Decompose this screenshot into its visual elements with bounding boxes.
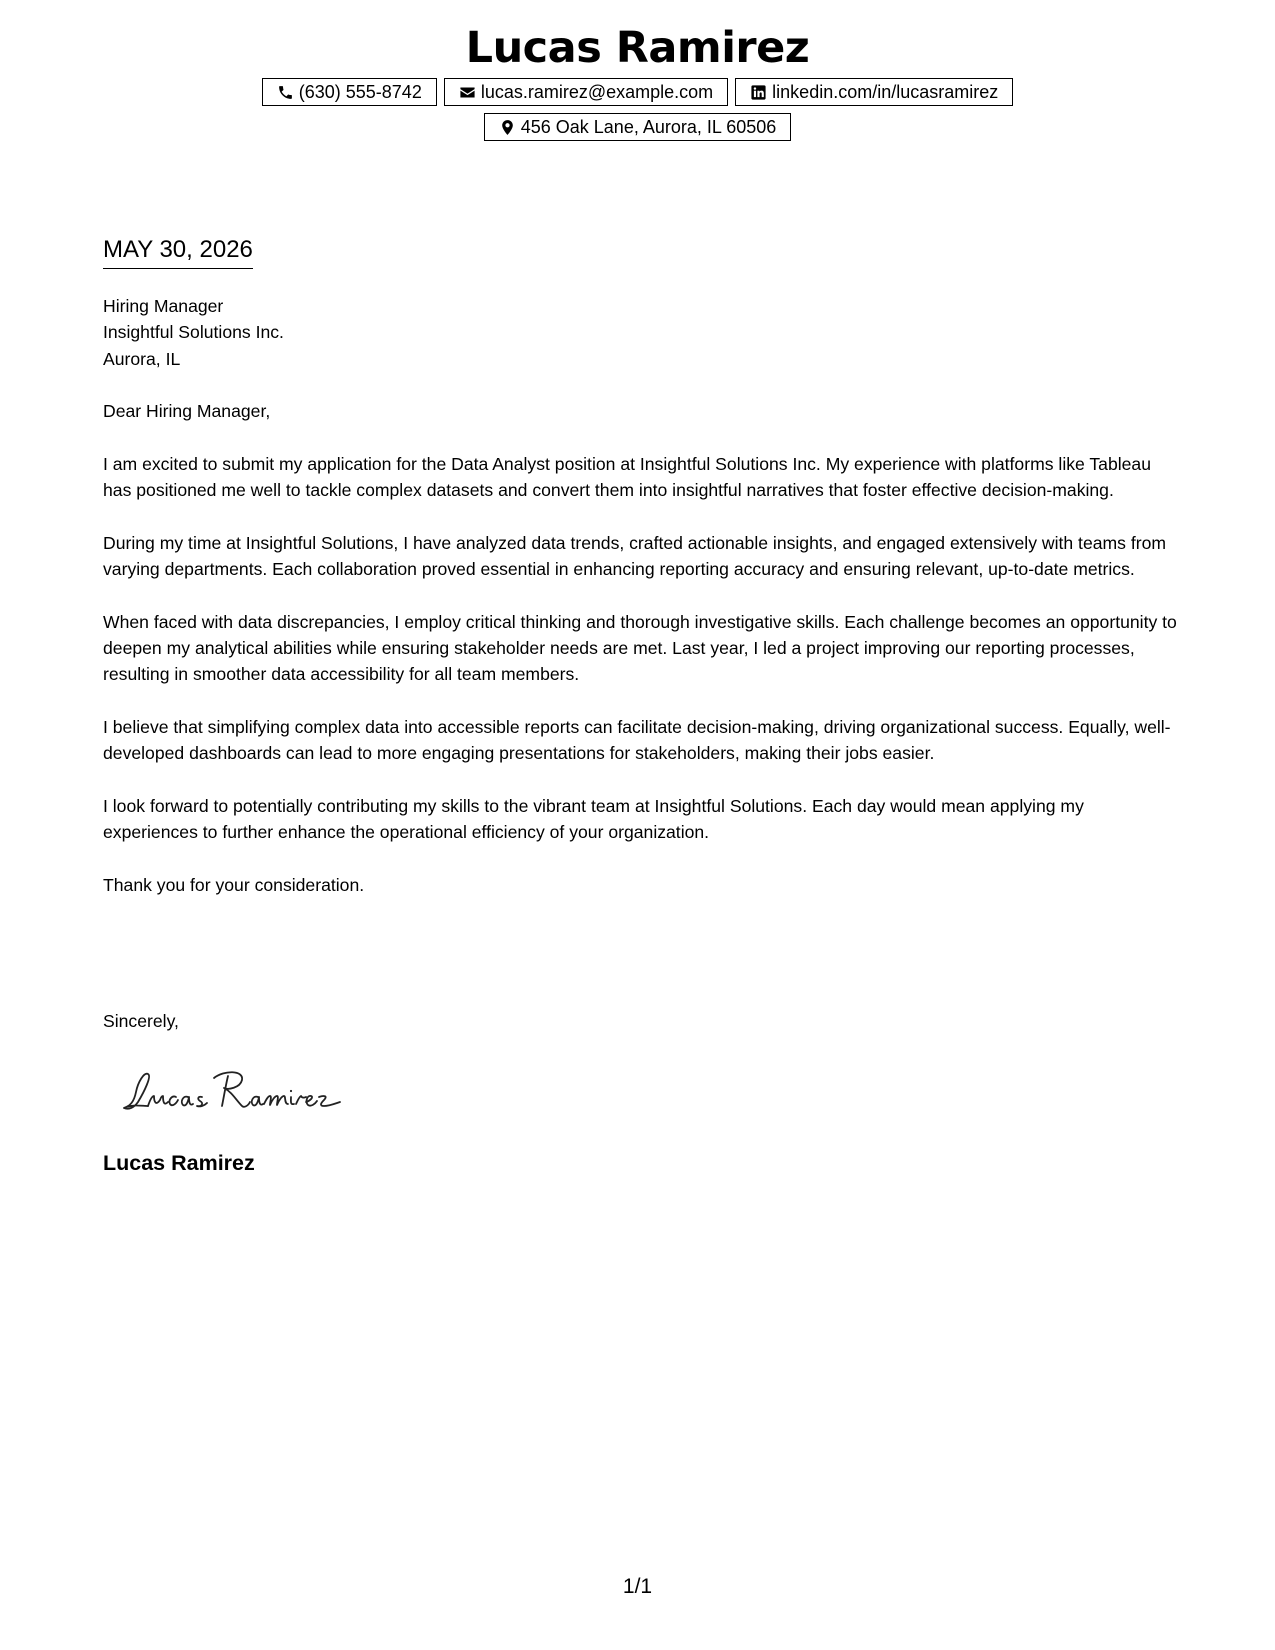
contact-linkedin — [735, 78, 1013, 106]
handwritten-signature — [118, 1062, 348, 1118]
letter-header — [0, 18, 1275, 141]
recipient-block — [103, 293, 1183, 372]
signer-name: Lucas Ramirez — [103, 1151, 255, 1175]
letter-date: MAY 30, 2026 — [103, 232, 253, 269]
linkedin-text: linkedin.com/in/lucasramirez — [772, 81, 999, 102]
page-number: 1/1 — [622, 1575, 653, 1598]
email-text: lucas.ramirez@example.com — [480, 81, 714, 102]
body-paragraph: When faced with data discrepancies, I employ critical thinking and thorough investigative skills. Each challenge becomes an opportunity to deepen my analytical abilities while ensuring stakeholder needs are met. Last year, I led a project improving our reporting processes, resulting in smoother data accessibility for all team members. — [103, 611, 1177, 685]
body-paragraph: During my time at Insightful Solutions, I have analyzed data trends, crafted actionable insights, and engaged extensively with teams from varying departments. Each collaboration proved essential in enhancing reporting accuracy and ensuring relevant, up-to-date metrics. — [103, 532, 1167, 579]
contact-row-primary — [0, 78, 1275, 106]
letter-body — [103, 293, 1183, 924]
phone-icon — [277, 84, 294, 101]
address-text: 456 Oak Lane, Aurora, IL 60506 — [520, 116, 777, 137]
map-marker-icon — [499, 119, 516, 136]
contact-row-secondary — [0, 113, 1275, 141]
thank-you-line: Thank you for your consideration. — [103, 874, 365, 895]
salutation: Dear Hiring Manager, — [103, 401, 271, 422]
applicant-name: Lucas Ramirez — [465, 23, 810, 73]
contact-address — [484, 113, 792, 141]
recipient-location: Aurora, IL — [103, 348, 181, 369]
recipient-company: Insightful Solutions Inc. — [103, 322, 284, 343]
contact-email — [444, 78, 728, 106]
envelope-icon — [459, 84, 476, 101]
linkedin-icon — [750, 84, 767, 101]
body-paragraph: I believe that simplifying complex data into accessible reports can facilitate decision-making, driving organizational success. Equally, well-developed dashboards can lead to more engaging presentations for stakeholders, making their jobs easier. — [103, 716, 1171, 764]
recipient-title: Hiring Manager — [103, 296, 224, 316]
body-paragraph: I am excited to submit my application for the Data Analyst position at Insightful Solutions Inc. My experience with platforms like Tableau has positioned me well to tackle complex datasets and convert them into insightful narratives that foster effective decision-making. — [103, 453, 1152, 501]
contact-phone — [262, 78, 437, 106]
body-paragraph: I look forward to potentially contributing my skills to the vibrant team at Insightful Solutions. Each day would mean applying my experiences to further enhance the operational efficiency of your organization. — [103, 795, 1084, 842]
phone-text: (630) 555-8742 — [298, 81, 422, 102]
closing: Sincerely, — [103, 1011, 179, 1031]
